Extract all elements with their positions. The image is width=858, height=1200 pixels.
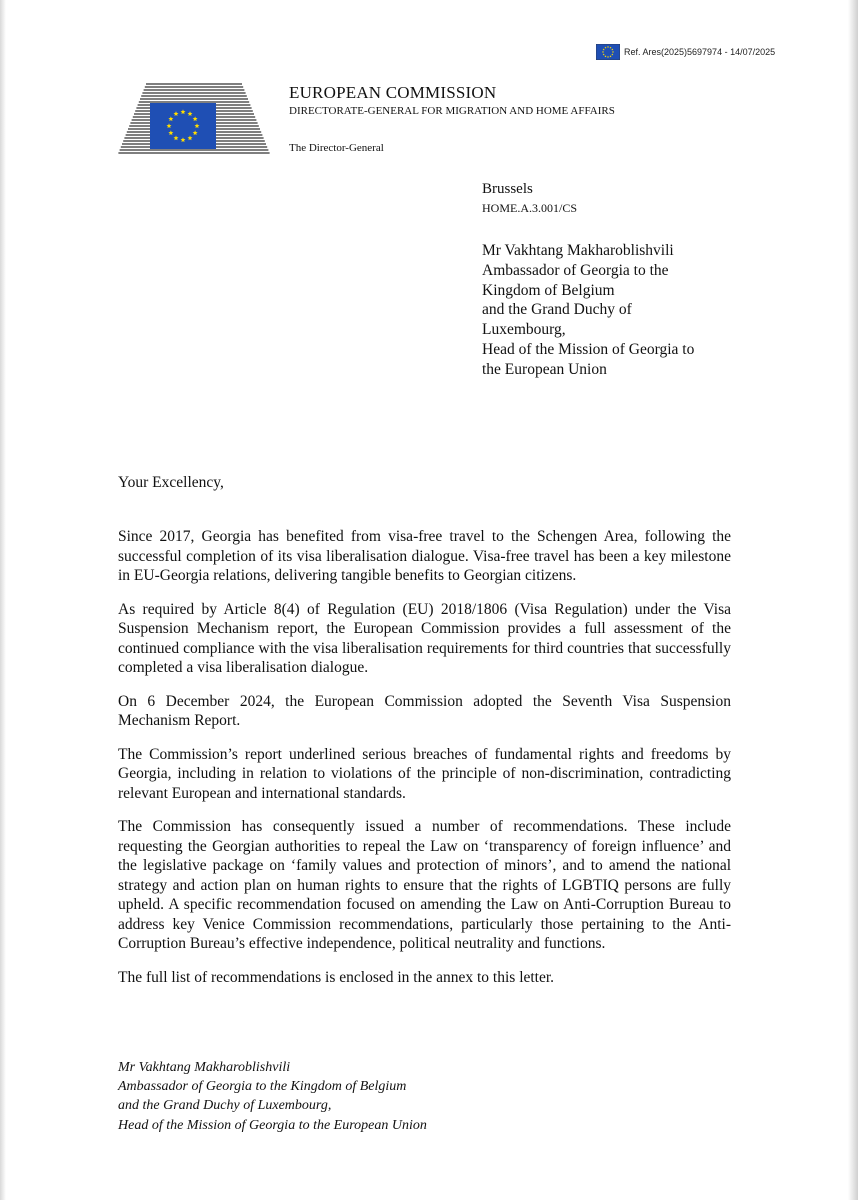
addressee-line: Kingdom of Belgium	[482, 281, 615, 299]
body-paragraph: On 6 December 2024, the European Commission adopted the Seventh Visa Suspension Mechanism Report.	[118, 692, 731, 729]
footer-addressee-line: and the Grand Duchy of Luxembourg,	[118, 1098, 332, 1114]
directorate-name: DIRECTORATE-GENERAL FOR MIGRATION AND HOME AFFAIRS	[289, 105, 615, 117]
footer-addressee-line: Mr Vakhtang Makharoblishvili	[118, 1060, 291, 1075]
body-paragraph: Since 2017, Georgia has benefited from visa-free travel to the Schengen Area, following the successful completion of its visa liberalisation dialogue. Visa-free travel has been a key milestone in EU-Georgia relations, delivering tangible benefits to Georgian citizens.	[118, 528, 731, 584]
addressee-line: Mr Vakhtang Makharoblishvili	[482, 242, 674, 259]
body-paragraph: As required by Article 8(4) of Regulation (EU) 2018/1806 (Visa Regulation) under the Visa Suspension Mechanism report, the European Commission provides a full assessment of the continued compliance with the visa liberalisation requirements for third countries that successfully completed a visa liberalisation dialogue.	[118, 600, 731, 676]
reference-stamp	[596, 44, 775, 60]
body-paragraph: The Commission has consequently issued a number of recommendations. These include requesting the Georgian authorities to repeal the Law on ‘transparency of foreign influence’ and the legislative package on ‘family values and protection of minors’, and to amend the national strategy and action plan on human rights to ensure that the rights of LGBTIQ persons are fully upheld. A specific recommendation focused on amending the Law on Anti-Corruption Bureau to address key Venice Commission recommendations, particularly those pertaining to the Anti-Corruption Bureau’s effective independence, political neutrality and functions.	[118, 818, 731, 952]
addressee-line: Head of the Mission of Georgia to	[482, 340, 695, 358]
place-and-reference	[482, 180, 577, 216]
addressee-block	[482, 241, 694, 380]
letter-body	[118, 527, 731, 1001]
eu-flag-icon	[596, 44, 620, 60]
addressee-line: and the Grand Duchy of	[482, 301, 632, 319]
letterhead	[289, 83, 615, 118]
european-commission-logo-icon	[116, 76, 272, 156]
page-left-edge-shadow	[0, 0, 6, 1200]
salutation: Your Excellency,	[118, 474, 224, 491]
page-right-edge-shadow	[848, 0, 858, 1200]
reference-number: Ref. Ares(2025)5697974 - 14/07/2025	[624, 47, 776, 57]
footer-addressee	[118, 1058, 427, 1135]
organisation-name: EUROPEAN COMMISSION	[289, 83, 497, 102]
city: Brussels	[482, 181, 533, 197]
file-reference: HOME.A.3.001/CS	[482, 201, 578, 215]
body-paragraph: The full list of recommendations is enclosed in the annex to this letter.	[118, 968, 555, 986]
body-paragraph: The Commission’s report underlined serious breaches of fundamental rights and freedoms by Georgia, including in relation to violations of the principle of non-discrimination, contradicting relevant European and international standards.	[118, 745, 731, 802]
addressee-line: the European Union	[482, 360, 607, 378]
addressee-line: Luxembourg,	[482, 321, 566, 339]
addressee-line: Ambassador of Georgia to the	[482, 261, 669, 279]
footer-addressee-line: Head of the Mission of Georgia to the European Union	[118, 1117, 427, 1133]
footer-addressee-line: Ambassador of Georgia to the Kingdom of Belgium	[118, 1079, 407, 1095]
director-general-label: The Director-General	[289, 142, 384, 154]
